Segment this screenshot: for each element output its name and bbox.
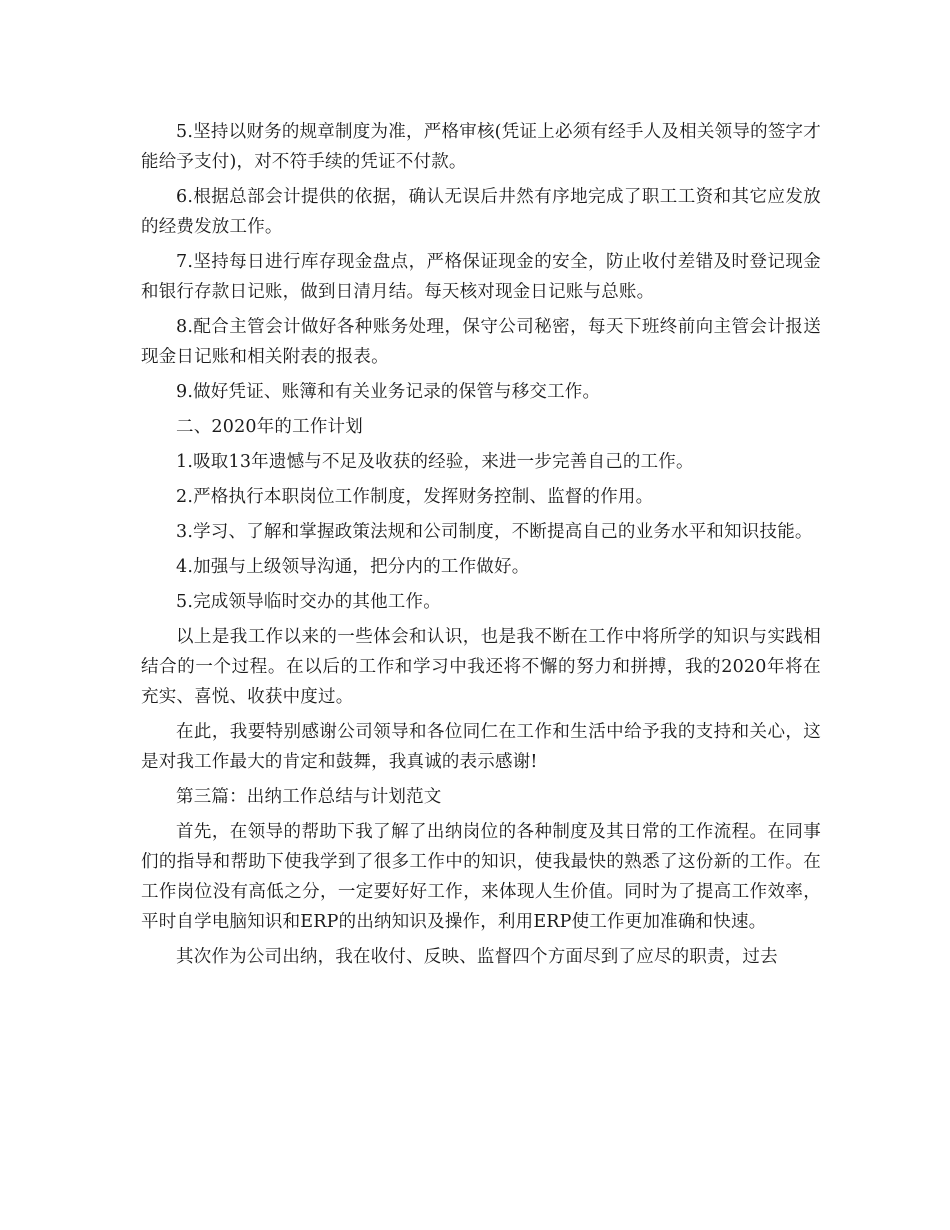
plan-item-5: 5.完成领导临时交办的其他工作。: [176, 592, 441, 612]
summary-paragraph: 以上是我工作以来的一些体会和认识，也是我不断在工作中将所学的知识与实践相结合的一个过程。在以后的工作和学习中我还将不懈的努力和拼搏，我的2020年将在充实、喜悦、收获中度过。: [141, 627, 821, 707]
thanks-paragraph: 在此，我要特别感谢公司领导和各位同仁在工作和生活中给予我的支持和关心，这是对我工作最大的肯定和鼓舞，我真诚的表示感谢!: [141, 722, 821, 772]
plan-item-3: 3.学习、了解和掌握政策法规和公司制度，不断提高自己的业务水平和知识技能。: [176, 522, 813, 542]
section-heading-plan: 二、2020年的工作计划: [176, 417, 363, 437]
plan-item-2: 2.严格执行本职岗位工作制度，发挥财务控制、监督的作用。: [176, 487, 654, 507]
second-point-paragraph: 其次作为公司出纳，我在收付、反映、监督四个方面尽到了应尽的职责，过去: [176, 947, 778, 967]
paragraph-item-8: 8.配合主管会计做好各种账务处理，保守公司秘密，每天下班终前向主管会计报送现金日记账和相关附表的报表。: [141, 317, 821, 367]
paragraph-item-6: 6.根据总部会计提供的依据，确认无误后井然有序地完成了职工工资和其它应发放的经费发放工作。: [141, 187, 821, 237]
plan-item-1: 1.吸取13年遗憾与不足及收获的经验，来进一步完善自己的工作。: [176, 452, 694, 472]
first-point-paragraph: 首先，在领导的帮助下我了解了出纳岗位的各种制度及其日常的工作流程。在同事们的指导和帮助下使我学到了很多工作中的知识，使我最快的熟悉了这份新的工作。在工作岗位没有高低之分，一定要好好工作，来体现人生价值。同时为了提高工作效率，平时自学电脑知识和ERP的出纳知识及操作，利用ERP使工作更加准确和快速。: [141, 822, 821, 932]
chapter-heading-three: 第三篇：出纳工作总结与计划范文: [176, 787, 442, 807]
document-body: [141, 117, 821, 977]
paragraph-item-7: 7.坚持每日进行库存现金盘点，严格保证现金的安全，防止收付差错及时登记现金和银行存款日记账，做到日清月结。每天核对现金日记账与总账。: [141, 252, 821, 302]
plan-item-4: 4.加强与上级领导沟通，把分内的工作做好。: [176, 557, 530, 577]
paragraph-item-5: 5.坚持以财务的规章制度为准，严格审核(凭证上必须有经手人及相关领导的签字才能给予支付)，对不符手续的凭证不付款。: [141, 122, 821, 172]
paragraph-item-9: 9.做好凭证、账簿和有关业务记录的保管与移交工作。: [176, 382, 601, 402]
